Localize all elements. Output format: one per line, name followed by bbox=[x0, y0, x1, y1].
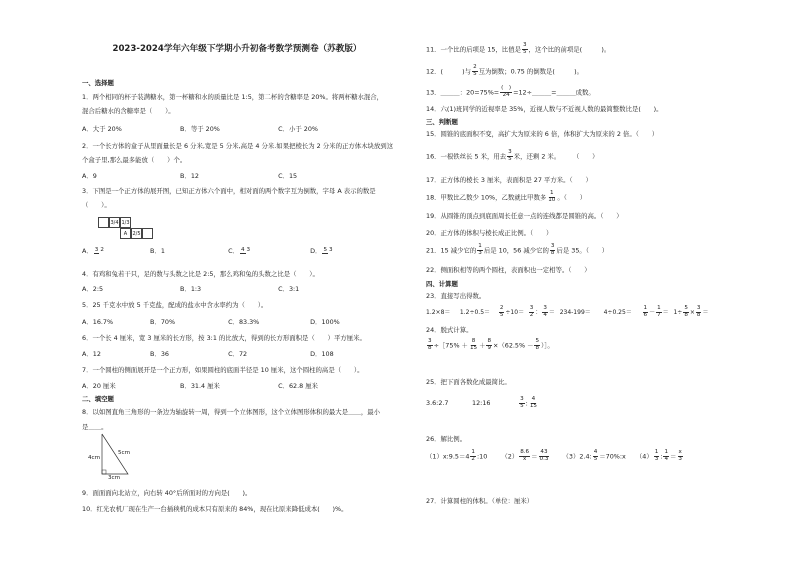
question-3-cont: （ ）。 bbox=[82, 201, 111, 209]
option-c: C．62.8 厘米 bbox=[278, 382, 318, 390]
section-fill: 二、填空题 bbox=[82, 395, 114, 403]
net-cell: 3/4 bbox=[109, 217, 120, 228]
question-18: 18．甲数比乙数少 10%，乙数就比甲数多 $\frac{1}{10}$ 。（ ） bbox=[426, 190, 587, 203]
triangle-shape bbox=[88, 412, 148, 482]
option-c: C．15 bbox=[278, 172, 298, 180]
net-cell: 1/3 bbox=[120, 217, 131, 228]
option-a: A．9 bbox=[82, 172, 97, 180]
fraction: $\frac{3}{5}$ bbox=[508, 149, 512, 162]
question-5-options bbox=[82, 318, 340, 326]
question-2-options bbox=[82, 172, 297, 180]
question-2: 2．一个长方体的盒子从里面量长是 6 分米,宽是 5 分米,高是 4 分米.如果把棱长为 2 分米的正方体木块放到这 bbox=[82, 142, 394, 150]
net-cell bbox=[142, 228, 153, 239]
question-1: 1．两个相同的杯子装满糖水，第一杯糖和水的质量比是 1:5，第二杯的含糖率是 20%。将两杯糖水混合， bbox=[82, 93, 384, 101]
question-25: 25．把下面各数化成最简比。 bbox=[426, 378, 511, 386]
option-d: D．100% bbox=[310, 318, 340, 326]
question-8: 8．以如图直角三角形的一条边为轴旋转一周，得到一个立体图形，这个立体图形体积的最大是＿＿，最小 bbox=[82, 408, 381, 416]
option-b: B．31.4 厘米 bbox=[180, 382, 220, 390]
question-5: 5．25 千克水中放 5 千克盐，配成的盐水中含水率约为（ ）。 bbox=[82, 301, 268, 309]
fraction: $\frac{( )}{24}$ bbox=[501, 85, 512, 98]
question-16: 16．一根铁丝长 5 米，用去 $\frac{3}{5}$ 米，还剩 2 米。 （ ） bbox=[426, 149, 599, 162]
question-15: 15．圆锥的底面积不变，高扩大为原来的 6 倍，体积扩大为原来的 2 倍。（ ） bbox=[426, 130, 659, 138]
fraction: $\frac{3}{5}$ bbox=[522, 42, 527, 55]
fraction: $\frac{2}{5}$ bbox=[473, 64, 477, 77]
option-d: D．108 bbox=[310, 350, 334, 358]
hypotenuse-label: 5cm bbox=[118, 450, 131, 456]
question-26-items: （1）x:9.5＝4 $\frac{1}{2}$ :10 （2） $\frac{8.6}{x}$ ＝ $\frac{43}{0.3}$ （3）2.4: $\frac{4}{5}$ ＝70%:x （4） $\frac{1}{3}$ : $\frac{1}{4}$ ＝ $\frac{x}{3}$ bbox=[426, 449, 682, 462]
question-2-cont: 个盒子里,那么最多能放（ ）个。 bbox=[82, 156, 187, 164]
question-17: 17．正方体的棱长 3 厘米，表面积是 27 平方米。（ ） bbox=[426, 176, 592, 184]
question-25-items: 3.6:2.7 12:16 $\frac{3}{5}$ : $\frac{4}{15}$ bbox=[426, 396, 537, 409]
option-b: B．1:3 bbox=[180, 285, 202, 293]
question-11: 11．一个比的后项是 15，比值是 $\frac{3}{5}$ ，这个比的前项是( )。 bbox=[426, 42, 611, 55]
fraction: $\frac{1}{10}$ bbox=[548, 190, 556, 203]
question-24: 24．脱式计算。 bbox=[426, 326, 473, 334]
question-14: 14．六(1)班同学的近视率是 35%，近视人数与不近视人数的最简整数比是( )。 bbox=[426, 105, 663, 113]
fraction: $\frac{1}{3}$ bbox=[478, 243, 482, 256]
right-triangle-diagram bbox=[88, 412, 148, 482]
section-choice: 一、选择题 bbox=[82, 79, 114, 87]
option-a: A．2:5 bbox=[82, 285, 104, 293]
question-10: 10．红光农机厂现在生产一台插秧机的成本只有原来的 84%，现在比原来降低成本( )%。 bbox=[82, 505, 348, 513]
section-calc: 四、计算题 bbox=[426, 280, 458, 288]
question-3: 3．下图是一个正方体的展开图，已知正方体六个面中，相对面的两个数字互为倒数，字母 A 表示的数是 bbox=[82, 187, 376, 195]
fraction: 3 2 bbox=[94, 246, 104, 253]
option-a: A．20 厘米 bbox=[82, 382, 116, 390]
fraction: $\frac{3}{8}$ bbox=[550, 243, 555, 256]
option-d: D． 5 3 bbox=[310, 246, 333, 255]
option-c: C．83.3% bbox=[228, 318, 260, 326]
question-7-options bbox=[82, 382, 318, 390]
question-1-options bbox=[82, 125, 318, 133]
page-title: 2023-2024学年六年级下学期小升初备考数学预测卷（苏教版） bbox=[112, 44, 362, 54]
option-a: A．12 bbox=[82, 350, 101, 358]
option-a: A．大于 20% bbox=[82, 125, 122, 133]
option-c: C． 4 3 bbox=[228, 246, 251, 255]
height-label: 4cm bbox=[88, 455, 101, 461]
question-7: 7．一个圆柱的侧面展开是一个正方形，如果圆柱的底面半径是 10 厘米，这个圆柱的高是（ ）。 bbox=[82, 366, 364, 374]
question-4-options bbox=[82, 285, 299, 293]
section-judge: 三、判断题 bbox=[426, 118, 458, 126]
base-label: 3cm bbox=[108, 475, 121, 481]
net-cell-a: A bbox=[120, 228, 131, 239]
net-cell bbox=[98, 217, 109, 228]
question-23-items: 1.2×8＝ 1.2÷0.5＝ $\frac{2}{5}$ ÷10＝ $\frac{3}{2}$ ： $\frac{3}{4}$ ＝ 234-199＝ 4÷0.25＝ $\frac{1}{6}$ － $\frac{1}{7}$ ＝ 1÷ $\frac{5}{8}$ × $\frac{3}{8}$ ＝ bbox=[426, 305, 709, 318]
question-24-expression: $\frac{3}{8}$ ÷［75% ＋ $\frac{8}{15}$ ＋ $\frac{8}{9}$ ×（62.5% － $\frac{5}{8}$ ）］。 bbox=[428, 338, 554, 351]
question-20: 20．正方体的体积与棱长成正比例。（ ） bbox=[426, 229, 553, 237]
option-c: C．3:1 bbox=[278, 285, 300, 293]
question-12: 12．( )与 $\frac{2}{5}$ 互为倒数；0.75 的倒数是( )。 bbox=[426, 64, 583, 77]
option-b: B．1 bbox=[150, 247, 165, 255]
fraction: 4 3 bbox=[240, 246, 251, 253]
question-6-options bbox=[82, 350, 334, 358]
question-13: 13．＿＿＿：20=75%= $\frac{( )}{24}$ =12÷＿＿＿=＿＿＿成数。 bbox=[426, 85, 595, 98]
question-1-cont: 混合后糖水的含糖率是（ ）。 bbox=[82, 107, 175, 115]
option-b: B．70% bbox=[150, 318, 176, 326]
question-9: 9．面面面向北站立，向右转 40°后所面对的方向是( )。 bbox=[82, 489, 252, 497]
question-27: 27．计算圆柱的体积。（单位：厘米） bbox=[426, 497, 534, 505]
question-23: 23．直接写出得数。 bbox=[426, 292, 486, 300]
option-a: A．16.7% bbox=[82, 318, 114, 326]
option-c: C．小于 20% bbox=[278, 125, 318, 133]
question-8-cont: 是＿＿。 bbox=[82, 423, 108, 431]
question-4: 4．有鸡和兔若干只，足的数与头数之比是 2:5，那么鸡和兔的头数之比是（ ）。 bbox=[82, 270, 319, 278]
question-19: 19．从圆锥的顶点到底面周长任意一点的连线都是圆锥的高。（ ） bbox=[426, 212, 623, 220]
question-6: 6．一个长 4 厘米，宽 3 厘米的长方形，按 3:1 的比放大，得到的长方形面积是（ ）平方厘米。 bbox=[82, 334, 366, 342]
question-26: 26．解比例。 bbox=[426, 435, 467, 443]
net-cell: 2/5 bbox=[131, 228, 142, 239]
option-b: B．36 bbox=[150, 350, 169, 358]
option-c: C．72 bbox=[228, 350, 248, 358]
question-21: 21．15 减少它的 $\frac{1}{3}$ 后是 10，56 减少它的 $\frac{3}{8}$ 后是 35。（ ） bbox=[426, 243, 609, 256]
option-a: A． 3 2 bbox=[82, 246, 104, 255]
option-b: B．等于 20% bbox=[180, 125, 220, 133]
question-22: 22．侧面积相等的两个圆柱，表面积也一定相等。（ ） bbox=[426, 266, 591, 274]
fraction: 5 3 bbox=[323, 246, 333, 253]
option-b: B．12 bbox=[180, 172, 199, 180]
question-3-options bbox=[82, 247, 335, 255]
